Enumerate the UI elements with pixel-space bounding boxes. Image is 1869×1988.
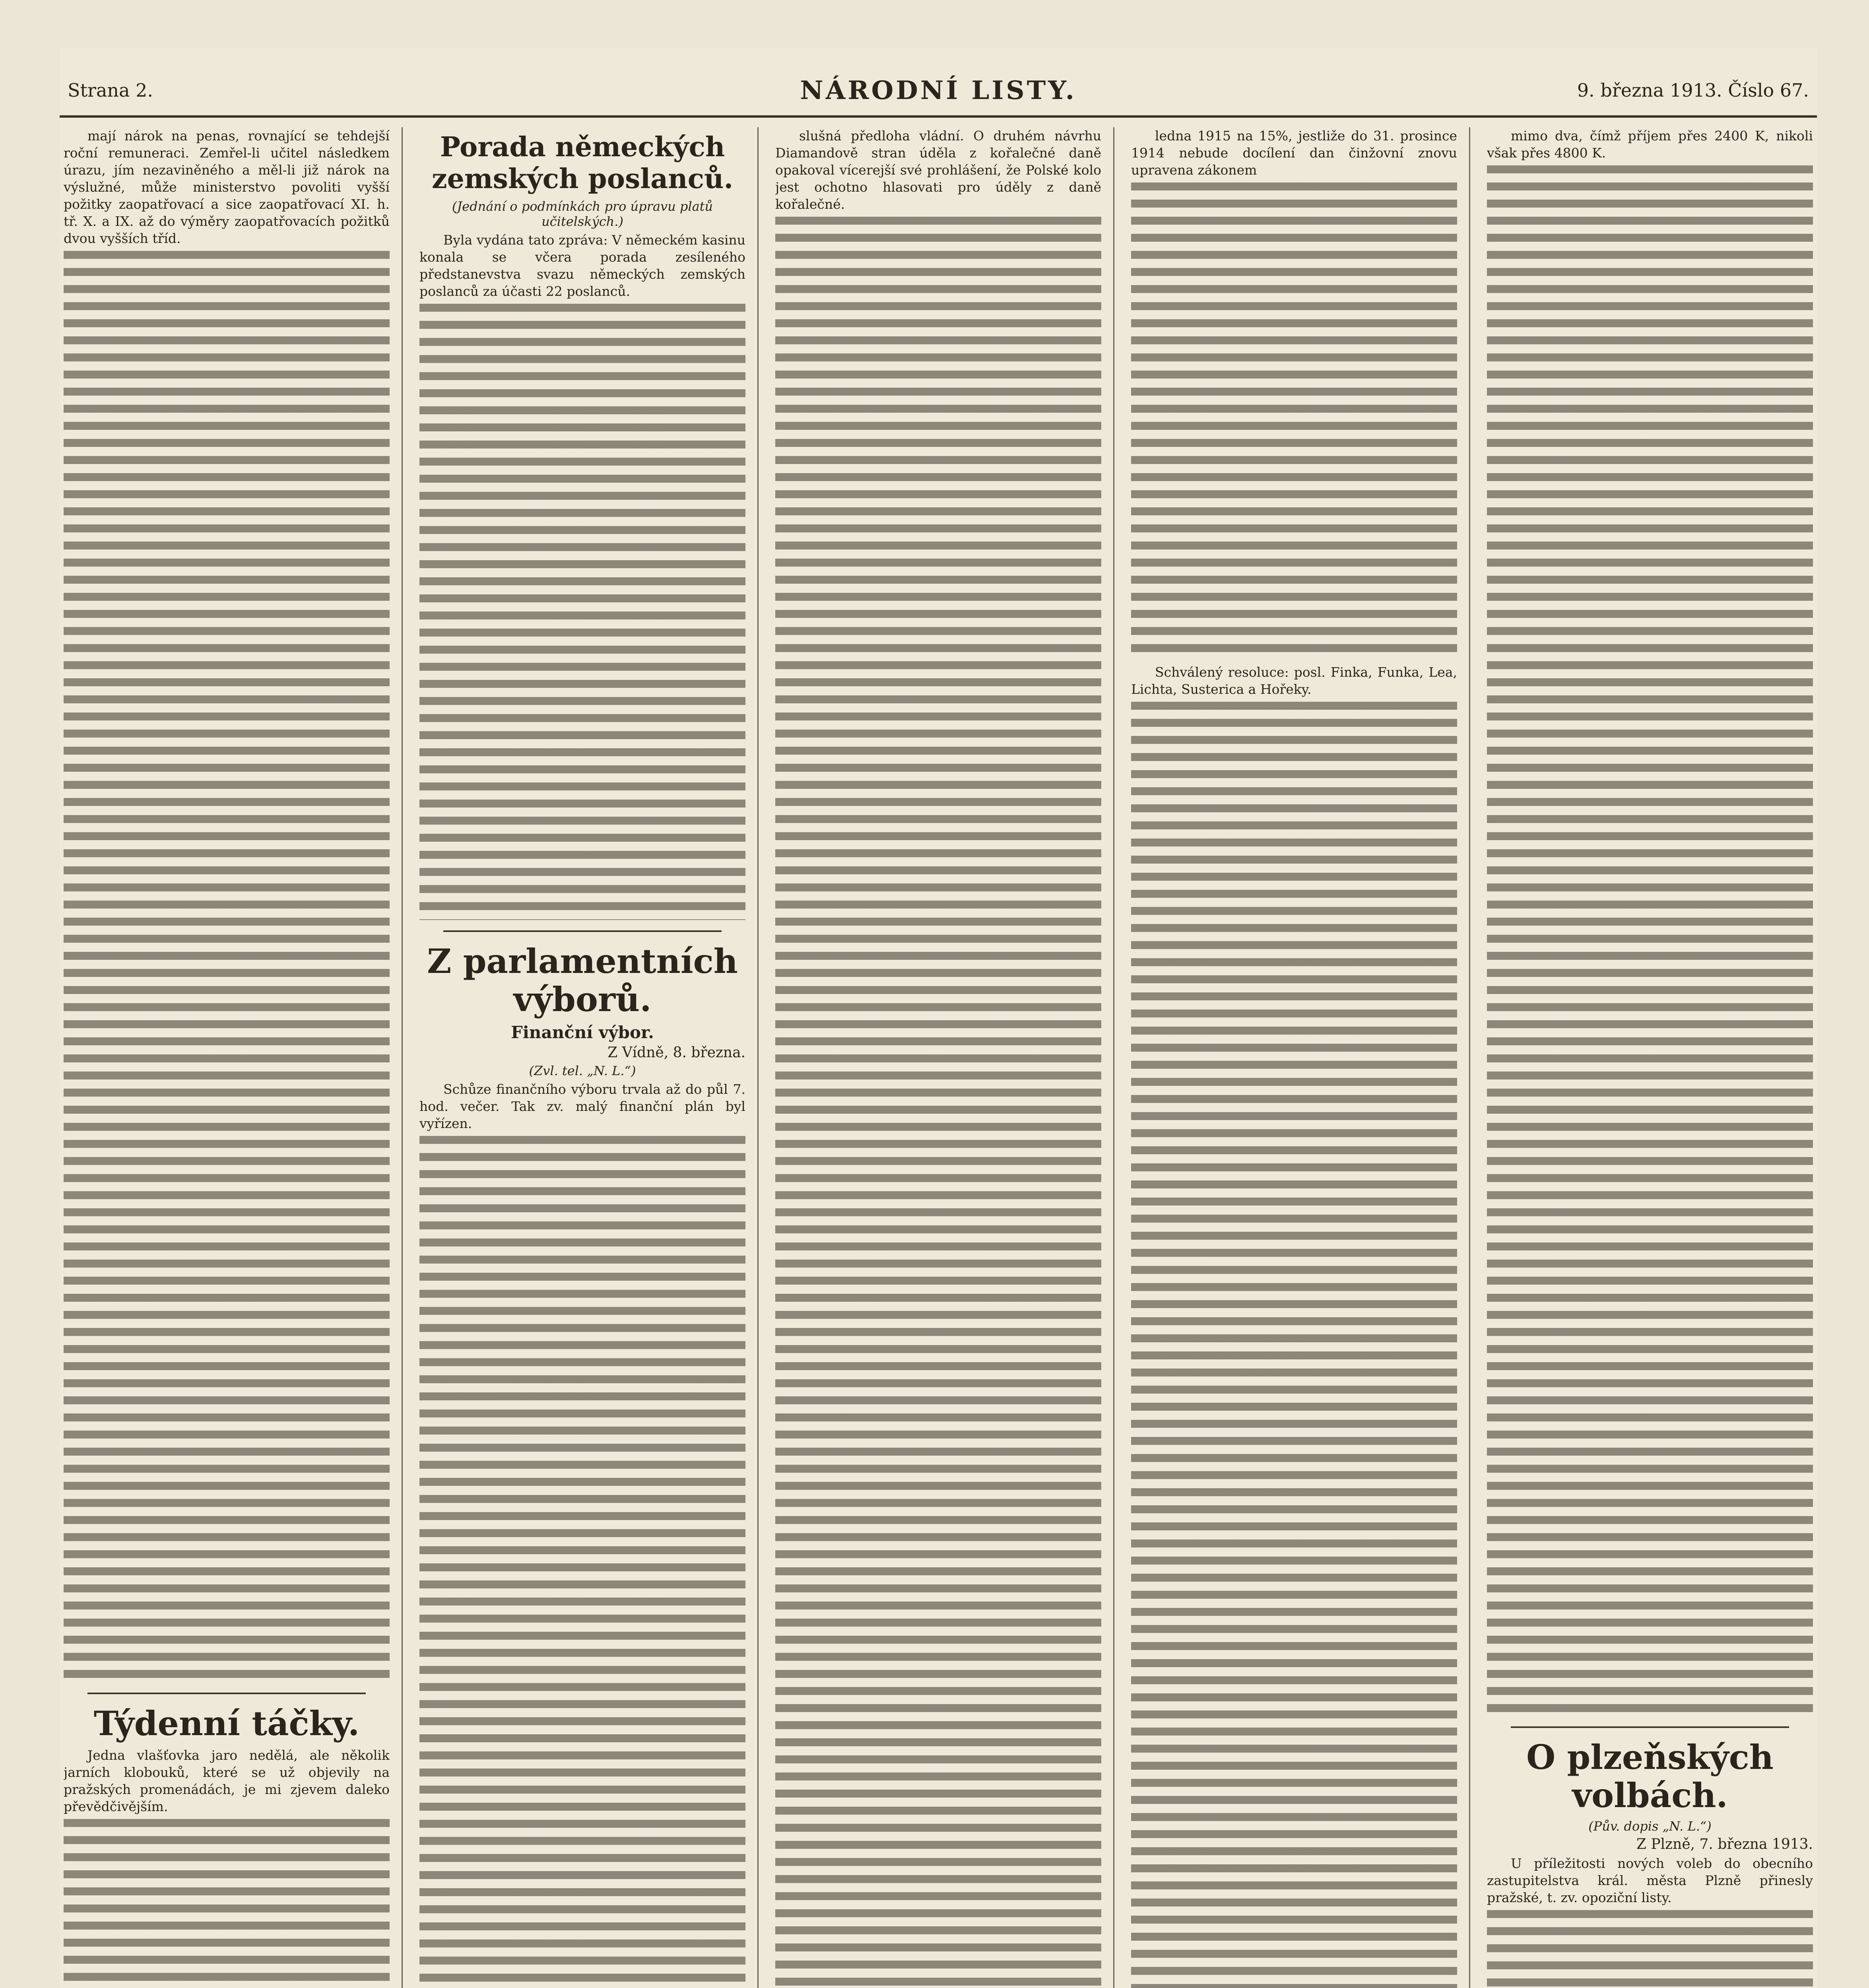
source-note: (Zvl. tel. „N. L.“) <box>529 1063 636 1078</box>
article-text-block <box>1487 1910 1813 1988</box>
column-2 <box>419 127 745 1988</box>
article-text-block <box>419 304 745 920</box>
column-4 <box>1131 127 1457 1988</box>
article-text-block <box>1131 702 1457 1988</box>
headline-parlament: Z parlamentních výborů. <box>427 942 738 1019</box>
dateline: Z Vídně, 8. března. <box>607 1044 745 1061</box>
masthead <box>60 72 1817 118</box>
column-1 <box>64 127 390 1988</box>
article-text-block <box>64 251 390 1682</box>
column-3 <box>775 127 1101 1988</box>
column-rule <box>757 127 759 1988</box>
subheadline-financni-vybor: Finanční výbor. <box>511 1023 654 1042</box>
article-text: mimo dva, čímž příjem přes 2400 K, nikoli však přes 4800 K. <box>1487 128 1813 161</box>
article-text-block <box>1131 182 1457 660</box>
column-rule <box>1113 127 1114 1988</box>
headline-note: (Jednání o podmínkách pro úpravu platů učitelských.) <box>452 199 713 229</box>
column-rule <box>402 127 403 1988</box>
dateline: Z Plzně, 7. března 1913. <box>1636 1836 1813 1852</box>
headline-tydenni-tacky: Týdenní táčky. <box>93 1704 360 1743</box>
article-text: Byla vydána tato zpráva: V německém kasinu konala se včera porada zesíleného předstanevstva svazu německých zemských poslanců za účasti 22 poslanců. <box>419 232 745 299</box>
source-note: (Pův. dopis „N. L.“) <box>1588 1819 1712 1834</box>
article-text-block <box>775 217 1101 1988</box>
column-5 <box>1487 127 1813 1988</box>
article-text: slušná předloha vládní. O druhém návrhu Diamandově stran úděla z kořalečné daně opakoval vícerejší své prohlášení, že Polské kolo jest ochotno hlasovati pro úděly z daně kořalečné. <box>775 128 1101 212</box>
article-text-block <box>419 1136 745 1988</box>
headline-plzenske-volby: O plzeňských volbách. <box>1526 1738 1774 1815</box>
column-rule <box>1469 127 1470 1988</box>
article-text: mají nárok na penas, rovnající se tehdejší roční remuneraci. Zemřel-li učitel následkem úrazu, jím nezaviněného a měl-li již nárok na výslužné, může ministerstvo povoliti vyšší požitky zaopatřovací a sice zaopatřovací XI. h. tř. X. a IX. až do výměry zaopatřovacích požitků dvou vyšších tříd. <box>64 128 390 246</box>
article-text: Jedna vlašťovka jaro nedělá, ale několik jarních klobouků, které se už objevily na pražských promenádách, je mi zjevem daleko převědčivějším. <box>64 1747 390 1814</box>
newspaper-page <box>60 48 1817 1988</box>
page-number: Strana 2. <box>68 80 153 101</box>
section-divider <box>1511 1726 1789 1728</box>
article-text: Schůze finančního výboru trvala až do půl 7. hod. večer. Tak zv. malý finanční plán byl vyřízen. <box>419 1081 745 1131</box>
section-divider <box>443 930 722 932</box>
article-text-block <box>64 1819 390 1988</box>
article-text-block <box>1487 165 1813 1716</box>
article-text: Schválený resoluce: posl. Finka, Funka, Lea, Lichta, Susterica a Hořeky. <box>1131 664 1457 697</box>
date-issue: 9. března 1913. Číslo 67. <box>1577 80 1809 101</box>
newspaper-title: NÁRODNÍ LISTY. <box>800 76 1077 105</box>
article-text: U příležitosti nových voleb do obecního zastupitelstva král. města Plzně přinesly pražské, t. zv. opoziční listy. <box>1487 1856 1813 1905</box>
section-divider <box>87 1693 366 1694</box>
article-text: ledna 1915 na 15%, jestliže do 31. prosince 1914 nebude docílení dan činžovní znovu upravena zákonem <box>1131 128 1457 178</box>
headline-porada: Porada německých zemských poslanců. <box>431 131 734 195</box>
